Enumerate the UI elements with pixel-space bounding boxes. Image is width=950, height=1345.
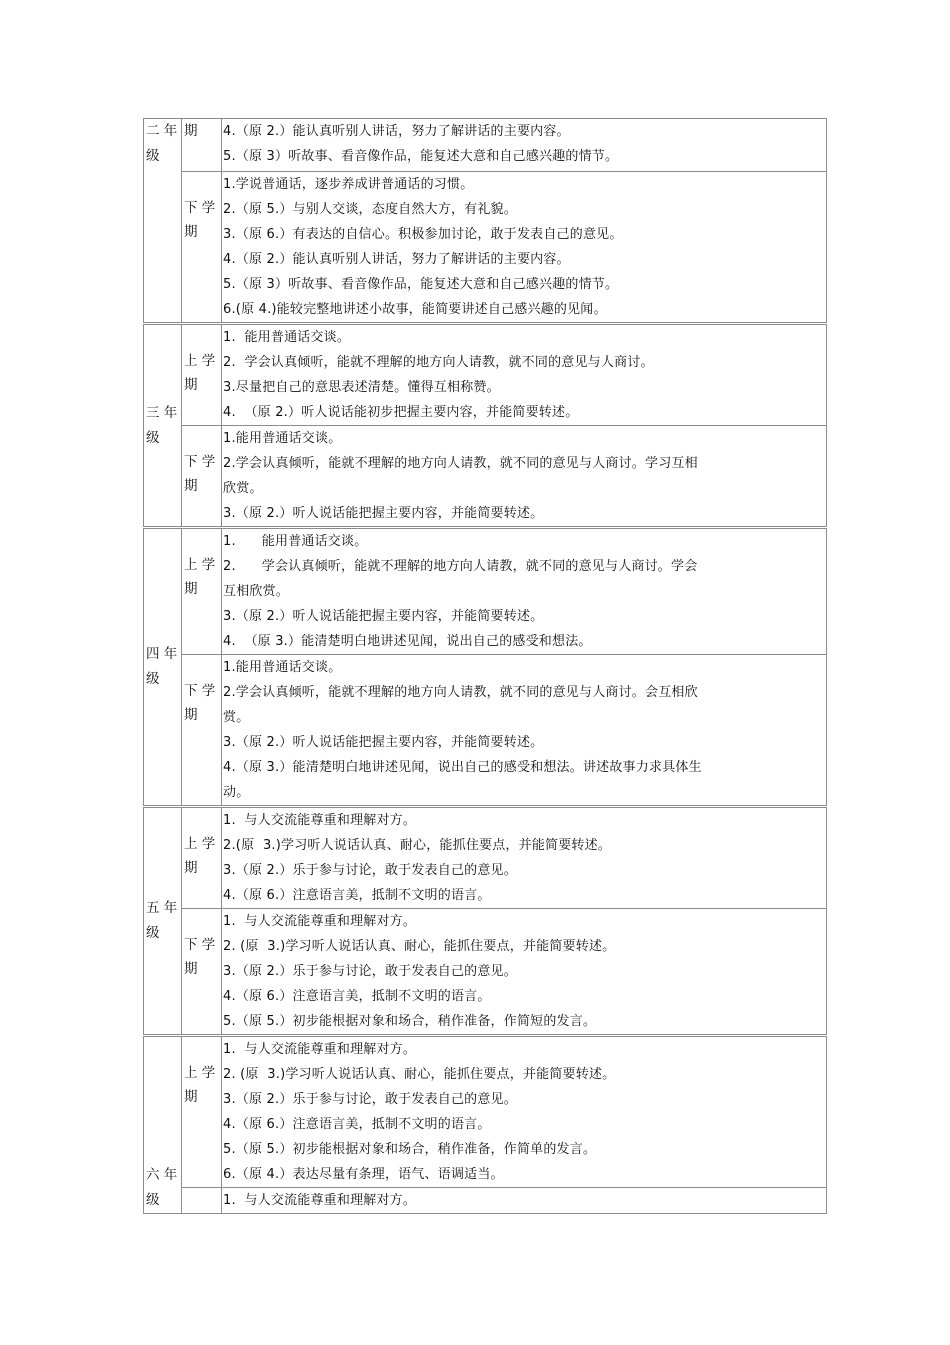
goals-cell bbox=[222, 655, 827, 807]
term-cell bbox=[182, 528, 222, 655]
goal-item: 2. 学会认真倾听，能就不理解的地方向人请教，就不同的意见与人商讨。 bbox=[223, 355, 654, 370]
grade-label: 二 年 级 bbox=[146, 123, 178, 164]
goals-cell bbox=[222, 119, 827, 172]
table-row bbox=[144, 807, 827, 909]
goal-item: 2.(原 3.)学习听人说话认真、耐心，能抓住要点，并能简要转述。 bbox=[223, 838, 612, 853]
table-row bbox=[144, 909, 827, 1036]
goal-item: 3.（原 2.）听人说话能把握主要内容，并能简要转述。 bbox=[223, 609, 544, 624]
table-row bbox=[144, 1036, 827, 1188]
goal-item: 1. 与人交流能尊重和理解对方。 bbox=[223, 914, 417, 929]
goal-item: 1. 与人交流能尊重和理解对方。 bbox=[223, 1193, 417, 1208]
goal-item: 5.（原 5.）初步能根据对象和场合，稍作准备，作简短的发言。 bbox=[223, 1014, 597, 1029]
oral-communication-goals-table bbox=[143, 118, 827, 1214]
term-cell bbox=[182, 909, 222, 1036]
table-row bbox=[144, 119, 827, 172]
grade-cell-5 bbox=[144, 807, 182, 1036]
goal-item: 2.（原 5.）与别人交谈，态度自然大方，有礼貌。 bbox=[223, 202, 517, 217]
goals-cell bbox=[222, 909, 827, 1036]
goal-item: 2.学会认真倾听，能就不理解的地方向人请教，就不同的意见与人商讨。会互相欣 赏。 bbox=[223, 685, 698, 725]
table-row bbox=[144, 655, 827, 807]
table-row bbox=[144, 1188, 827, 1214]
term-cell bbox=[182, 172, 222, 324]
goal-item: 3.（原 2.）乐于参与讨论，敢于发表自己的意见。 bbox=[223, 863, 517, 878]
goal-item: 1.能用普通话交谈。 bbox=[223, 431, 342, 446]
goal-item: 1. 能用普通话交谈。 bbox=[223, 534, 368, 549]
goal-item: 2. (原 3.)学习听人说话认真、耐心，能抓住要点，并能简要转述。 bbox=[223, 1067, 616, 1082]
table-row bbox=[144, 426, 827, 528]
table-row bbox=[144, 324, 827, 426]
goal-item: 4.（原 2.）能认真听别人讲话，努力了解讲话的主要内容。 bbox=[223, 124, 570, 139]
table-row bbox=[144, 172, 827, 324]
goal-item: 5.（原 5.）初步能根据对象和场合，稍作准备，作简单的发言。 bbox=[223, 1142, 597, 1157]
term-label: 下 学 期 bbox=[184, 454, 216, 494]
goal-item: 4. （原 2.）听人说话能初步把握主要内容，并能简要转述。 bbox=[223, 405, 579, 420]
goal-item: 5.（原 3）听故事、看音像作品，能复述大意和自己感兴趣的情节。 bbox=[223, 149, 619, 164]
term-label: 下 学 期 bbox=[184, 937, 216, 977]
goal-item: 1. 与人交流能尊重和理解对方。 bbox=[223, 1042, 417, 1057]
term-label: 上 学 期 bbox=[184, 836, 216, 876]
term-label: 期 bbox=[184, 123, 198, 139]
goal-item: 4.（原 3.）能清楚明白地讲述见闻，说出自己的感受和想法。讲述故事力求具体生 动。 bbox=[223, 760, 702, 800]
term-cell bbox=[182, 1036, 222, 1188]
goal-item: 4. （原 3.）能清楚明白地讲述见闻，说出自己的感受和想法。 bbox=[223, 634, 592, 649]
goal-item: 3.（原 2.）乐于参与讨论，敢于发表自己的意见。 bbox=[223, 1092, 517, 1107]
goals-cell bbox=[222, 324, 827, 426]
goal-item: 6.(原 4.)能较完整地讲述小故事，能简要讲述自己感兴趣的见闻。 bbox=[223, 302, 607, 317]
term-label: 上 学 期 bbox=[184, 353, 216, 393]
term-label: 下 学 期 bbox=[184, 683, 216, 723]
goal-item: 1. 与人交流能尊重和理解对方。 bbox=[223, 813, 417, 828]
term-label: 下 学 期 bbox=[184, 200, 216, 240]
goal-item: 4.（原 6.）注意语言美，抵制不文明的语言。 bbox=[223, 888, 491, 903]
term-cell bbox=[182, 655, 222, 807]
curriculum-table-page bbox=[143, 118, 827, 1214]
goal-item: 3.尽量把自己的意思表述清楚。懂得互相称赞。 bbox=[223, 380, 500, 395]
goal-item: 2. (原 3.)学习听人说话认真、耐心，能抓住要点，并能简要转述。 bbox=[223, 939, 616, 954]
goal-item: 3.（原 6.）有表达的自信心。积极参加讨论，敢于发表自己的意见。 bbox=[223, 227, 623, 242]
grade-cell-4 bbox=[144, 528, 182, 807]
term-cell bbox=[182, 807, 222, 909]
goals-cell bbox=[222, 528, 827, 655]
term-cell bbox=[182, 119, 222, 172]
term-label: 上 学 期 bbox=[184, 1065, 216, 1105]
goal-item: 1. 能用普通话交谈。 bbox=[223, 330, 351, 345]
grade-label: 四 年 级 bbox=[146, 646, 178, 687]
grade-cell-6 bbox=[144, 1036, 182, 1214]
goals-cell bbox=[222, 1188, 827, 1214]
goal-item: 1.能用普通话交谈。 bbox=[223, 660, 342, 675]
goal-item: 3.（原 2.）听人说话能把握主要内容，并能简要转述。 bbox=[223, 506, 544, 521]
grade-cell-2 bbox=[144, 119, 182, 324]
goal-item: 5.（原 3）听故事、看音像作品，能复述大意和自己感兴趣的情节。 bbox=[223, 277, 619, 292]
goal-item: 2.学会认真倾听，能就不理解的地方向人请教，就不同的意见与人商讨。学习互相 欣赏。 bbox=[223, 456, 698, 496]
grade-label: 五 年 级 bbox=[146, 900, 178, 941]
goals-cell bbox=[222, 1036, 827, 1188]
table-row bbox=[144, 528, 827, 655]
goal-item: 4.（原 6.）注意语言美，抵制不文明的语言。 bbox=[223, 989, 491, 1004]
goal-item: 2. 学会认真倾听，能就不理解的地方向人请教，就不同的意见与人商讨。学会 互相欣赏。 bbox=[223, 559, 698, 599]
term-cell bbox=[182, 1188, 222, 1214]
goals-cell bbox=[222, 426, 827, 528]
goal-item: 3.（原 2.）乐于参与讨论，敢于发表自己的意见。 bbox=[223, 964, 517, 979]
term-cell bbox=[182, 324, 222, 426]
term-label: 上 学 期 bbox=[184, 557, 216, 597]
goals-cell bbox=[222, 172, 827, 324]
goals-cell bbox=[222, 807, 827, 909]
grade-label: 三 年 级 bbox=[146, 404, 178, 446]
grade-label: 六 年 级 bbox=[146, 1167, 178, 1208]
goal-item: 6.（原 4.）表达尽量有条理，语气、语调适当。 bbox=[223, 1167, 504, 1182]
grade-cell-3 bbox=[144, 324, 182, 528]
goal-item: 4.（原 6.）注意语言美，抵制不文明的语言。 bbox=[223, 1117, 491, 1132]
goal-item: 1.学说普通话，逐步养成讲普通话的习惯。 bbox=[223, 177, 474, 192]
goal-item: 3.（原 2.）听人说话能把握主要内容，并能简要转述。 bbox=[223, 735, 544, 750]
term-cell bbox=[182, 426, 222, 528]
goal-item: 4.（原 2.）能认真听别人讲话，努力了解讲话的主要内容。 bbox=[223, 252, 570, 267]
